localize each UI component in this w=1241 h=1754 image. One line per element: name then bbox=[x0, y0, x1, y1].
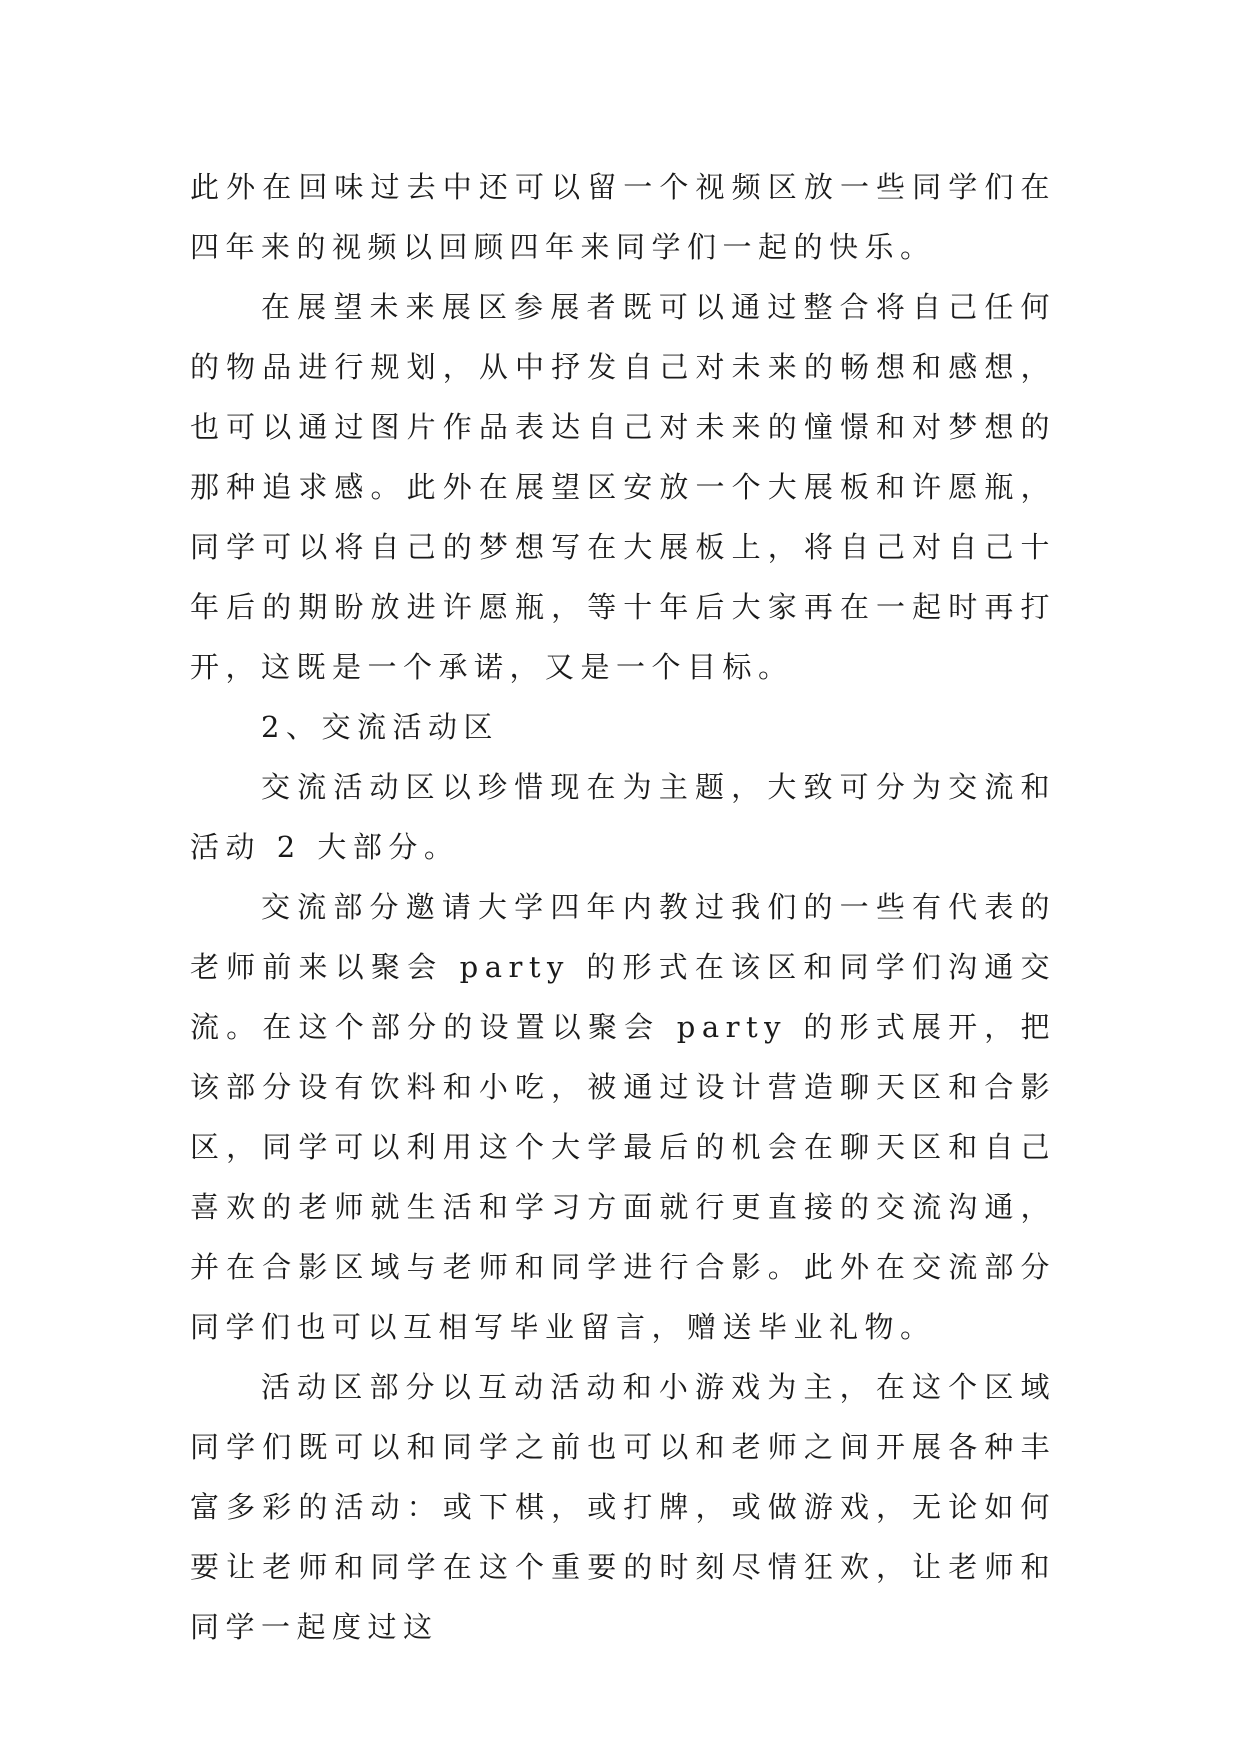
paragraph-exchange-intro: 交流活动区以珍惜现在为主题，大致可分为交流和活动 2 大部分。 bbox=[190, 770, 1056, 864]
section-heading-exchange-area: 2、交流活动区 bbox=[261, 710, 499, 744]
paragraph-activity-part: 活动区部分以互动活动和小游戏为主，在这个区域同学们既可以和同学之前也可以和老师之间开展各种丰富多彩的活动：或下棋，或打牌，或做游戏，无论如何要让老师和同学在这个重要的时刻尽情狂欢，让老师和同学一起度过这 bbox=[190, 1370, 1056, 1644]
document-body bbox=[190, 157, 1056, 1657]
paragraph-video-area: 此外在回味过去中还可以留一个视频区放一些同学们在四年来的视频以回顾四年来同学们一起的快乐。 bbox=[190, 170, 1056, 264]
paragraph-future-exhibit: 在展望未来展区参展者既可以通过整合将自己任何的物品进行规划，从中抒发自己对未来的畅想和感想，也可以通过图片作品表达自己对未来的憧憬和对梦想的那种追求感。此外在展望区安放一个大展板和许愿瓶，同学可以将自己的梦想写在大展板上，将自己对自己十年后的期盼放进许愿瓶，等十年后大家再在一起时再打开，这既是一个承诺，又是一个目标。 bbox=[190, 290, 1056, 684]
paragraph-exchange-part: 交流部分邀请大学四年内教过我们的一些有代表的老师前来以聚会 party 的形式在该区和同学们沟通交流。在这个部分的设置以聚会 party 的形式展开，把该部分设有饮料和小吃，被通过设计营造聊天区和合影区，同学可以利用这个大学最后的机会在聊天区和自己喜欢的老师就生活和学习方面就行更直接的交流沟通，并在合影区域与老师和同学进行合影。此外在交流部分同学们也可以互相写毕业留言，赠送毕业礼物。 bbox=[190, 890, 1056, 1344]
